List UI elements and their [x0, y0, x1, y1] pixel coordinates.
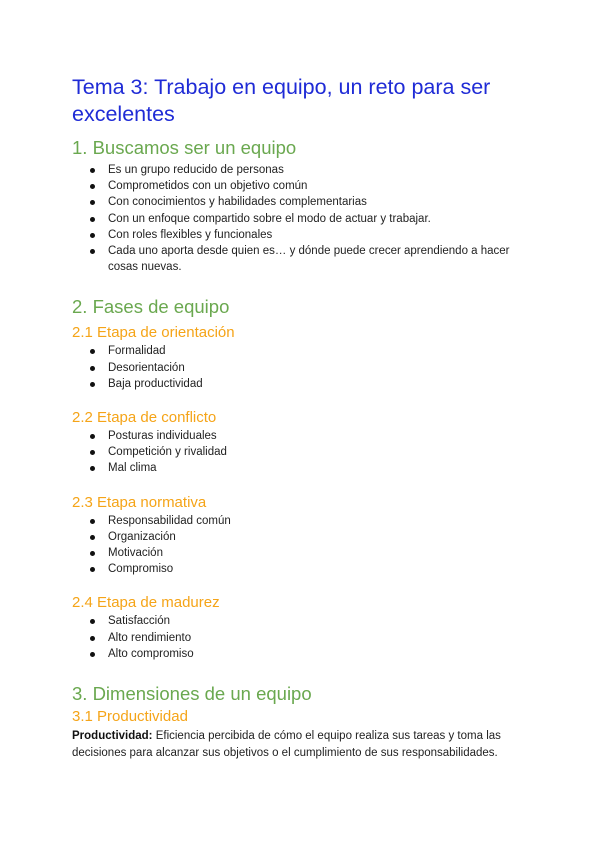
list-item: Satisfacción: [108, 613, 528, 629]
subsection-heading-2-4: 2.4 Etapa de madurez: [72, 594, 220, 612]
list-item: Alto rendimiento: [108, 630, 528, 646]
subsection-heading-2-3: 2.3 Etapa normativa: [72, 493, 207, 511]
list-item: Alto compromiso: [108, 646, 528, 662]
section-heading-1: 1. Buscamos ser un equipo: [72, 137, 297, 158]
productivity-paragraph: [72, 728, 528, 761]
list-item: Baja productividad: [108, 376, 528, 392]
subsection-2-4-list: [72, 613, 528, 662]
section-1-list: [72, 162, 528, 275]
list-item: Con conocimientos y habilidades complementarias: [108, 194, 528, 210]
list-item: Compromiso: [108, 561, 528, 577]
list-item: Responsabilidad común: [108, 513, 528, 529]
section-heading-2: 2. Fases de equipo: [72, 296, 230, 318]
subsection-2-2-list: [72, 428, 528, 477]
list-item: Con un enfoque compartido sobre el modo de actuar y trabajar.: [108, 211, 528, 227]
list-item: Posturas individuales: [108, 428, 528, 444]
list-item: Con roles flexibles y funcionales: [108, 227, 528, 243]
list-item: Es un grupo reducido de personas: [108, 162, 528, 178]
list-item: Formalidad: [108, 343, 528, 359]
section-heading-3: 3. Dimensiones de un equipo: [72, 683, 312, 705]
list-item: Desorientación: [108, 360, 528, 376]
subsection-heading-2-1: 2.1 Etapa de orientación: [72, 324, 235, 342]
list-item: Organización: [108, 529, 528, 545]
list-item: Cada uno aporta desde quien es… y dónde puede crecer aprendiendo a hacer cosas nuevas.: [108, 243, 528, 275]
list-item: Mal clima: [108, 460, 528, 476]
subsection-heading-2-2: 2.2 Etapa de conflicto: [72, 409, 217, 427]
document-title: Tema 3: Trabajo en equipo, un reto para ser excelentes: [72, 75, 491, 126]
subsection-2-1-list: [72, 343, 528, 392]
subsection-2-3-list: [72, 513, 528, 578]
productivity-term: Productividad:: [72, 730, 153, 743]
productivity-definition: Eficiencia percibida de cómo el equipo realiza sus tareas y toma las decisiones para alcanzar sus objetivos o el cumplimiento de sus responsabilidades.: [72, 730, 501, 759]
list-item: Competición y rivalidad: [108, 444, 528, 460]
subsection-heading-3-1: 3.1 Productividad: [72, 708, 188, 726]
list-item: Motivación: [108, 545, 528, 561]
list-item: Comprometidos con un objetivo común: [108, 178, 528, 194]
